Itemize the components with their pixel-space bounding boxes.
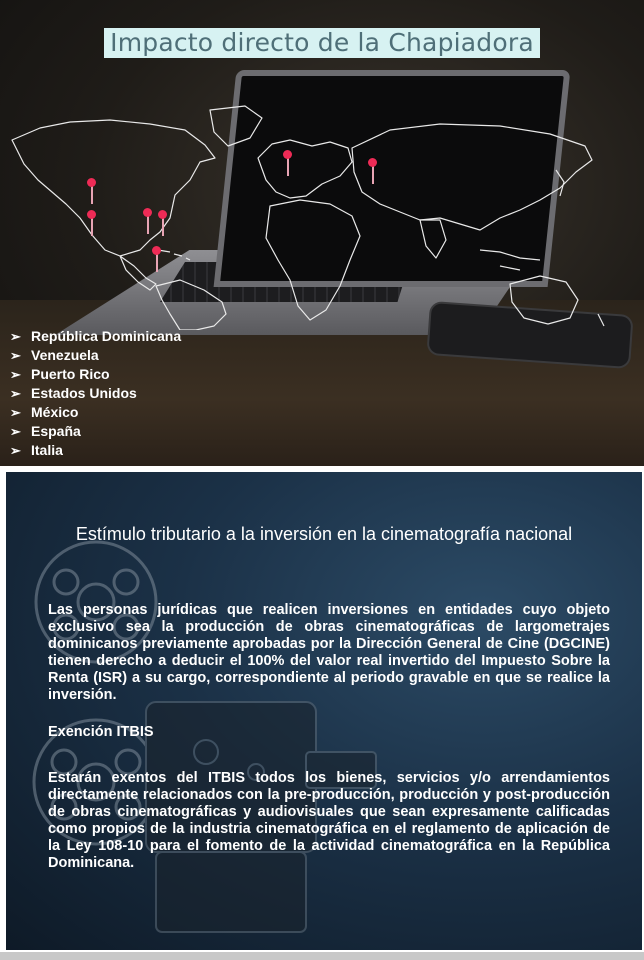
slide-impacto: [0, 0, 644, 466]
map-caribbean: [158, 250, 190, 260]
map-south-america: [156, 280, 226, 330]
map-greenland: [210, 106, 262, 146]
map-pin-icon: [368, 158, 376, 190]
paragraph-inversion: Las personas jurídicas que realicen inversiones en entidades cuyo objeto exclusivo sea la producción de obras cinematográficas de largometrajes dominicanos previamente aprobadas por la Dirección General de Cine (DGCINE) tienen derecho a deducir el 100% del valor real invertido del Impuesto Sobre la Renta (ISR) a su cargo, correspondiente al periodo gravable en que se realice la inversión.: [48, 602, 610, 703]
list-item: ➢ Venezuela: [10, 347, 99, 363]
arrow-bullet-icon: ➢: [10, 405, 21, 420]
map-pin-icon: [143, 208, 151, 240]
map-pin-icon: [87, 210, 95, 242]
map-japan: [556, 170, 564, 196]
map-europe: [258, 140, 352, 198]
slide-estimulo-tributario: [6, 472, 642, 950]
map-asia: [352, 124, 592, 230]
map-central-america: [120, 256, 156, 290]
map-pin-icon: [87, 178, 95, 210]
arrow-bullet-icon: ➢: [10, 424, 21, 439]
paragraph-itbis: Estarán exentos del ITBIS todos los bienes, servicios y/o arrendamientos directamente relacionados con la pre-producción, producción y post-producción de obras cinematográficas y audiovisuales que sean expresamente calificadas como propios de la industria cinematográfica en el reglamento de aplicación de la Ley 108-10 para el fomento de la actividad cinematográfica en la República Dominicana.: [48, 770, 610, 871]
arrow-bullet-icon: ➢: [10, 443, 21, 458]
list-item: ➢ España: [10, 423, 81, 439]
map-pin-icon: [283, 150, 291, 182]
arrow-bullet-icon: ➢: [10, 386, 21, 401]
map-new-zealand: [598, 314, 604, 326]
arrow-bullet-icon: ➢: [10, 329, 21, 344]
list-item: ➢ Puerto Rico: [10, 366, 110, 382]
film-projector-illustration: [6, 532, 406, 950]
slide-title: Estímulo tributario a la inversión en la cinematografía nacional: [75, 524, 573, 544]
slide-title: Impacto directo de la Chapiadora: [104, 28, 540, 58]
map-indonesia: [480, 250, 540, 270]
world-map-outline: [0, 100, 644, 330]
map-north-america: [12, 120, 215, 256]
section-heading: Exención ITBIS: [48, 724, 154, 740]
list-item: ➢ Italia: [10, 442, 63, 458]
map-pin-icon: [158, 210, 166, 242]
list-item: ➢ República Dominicana: [10, 328, 182, 344]
country-list: [10, 327, 181, 460]
map-africa: [266, 200, 360, 320]
map-australia: [510, 276, 578, 324]
bottom-strip: [0, 952, 644, 960]
map-pin-icon: [152, 246, 160, 278]
list-item: ➢ México: [10, 404, 79, 420]
map-india: [420, 220, 446, 258]
arrow-bullet-icon: ➢: [10, 348, 21, 363]
arrow-bullet-icon: ➢: [10, 367, 21, 382]
list-item: ➢ Estados Unidos: [10, 385, 137, 401]
